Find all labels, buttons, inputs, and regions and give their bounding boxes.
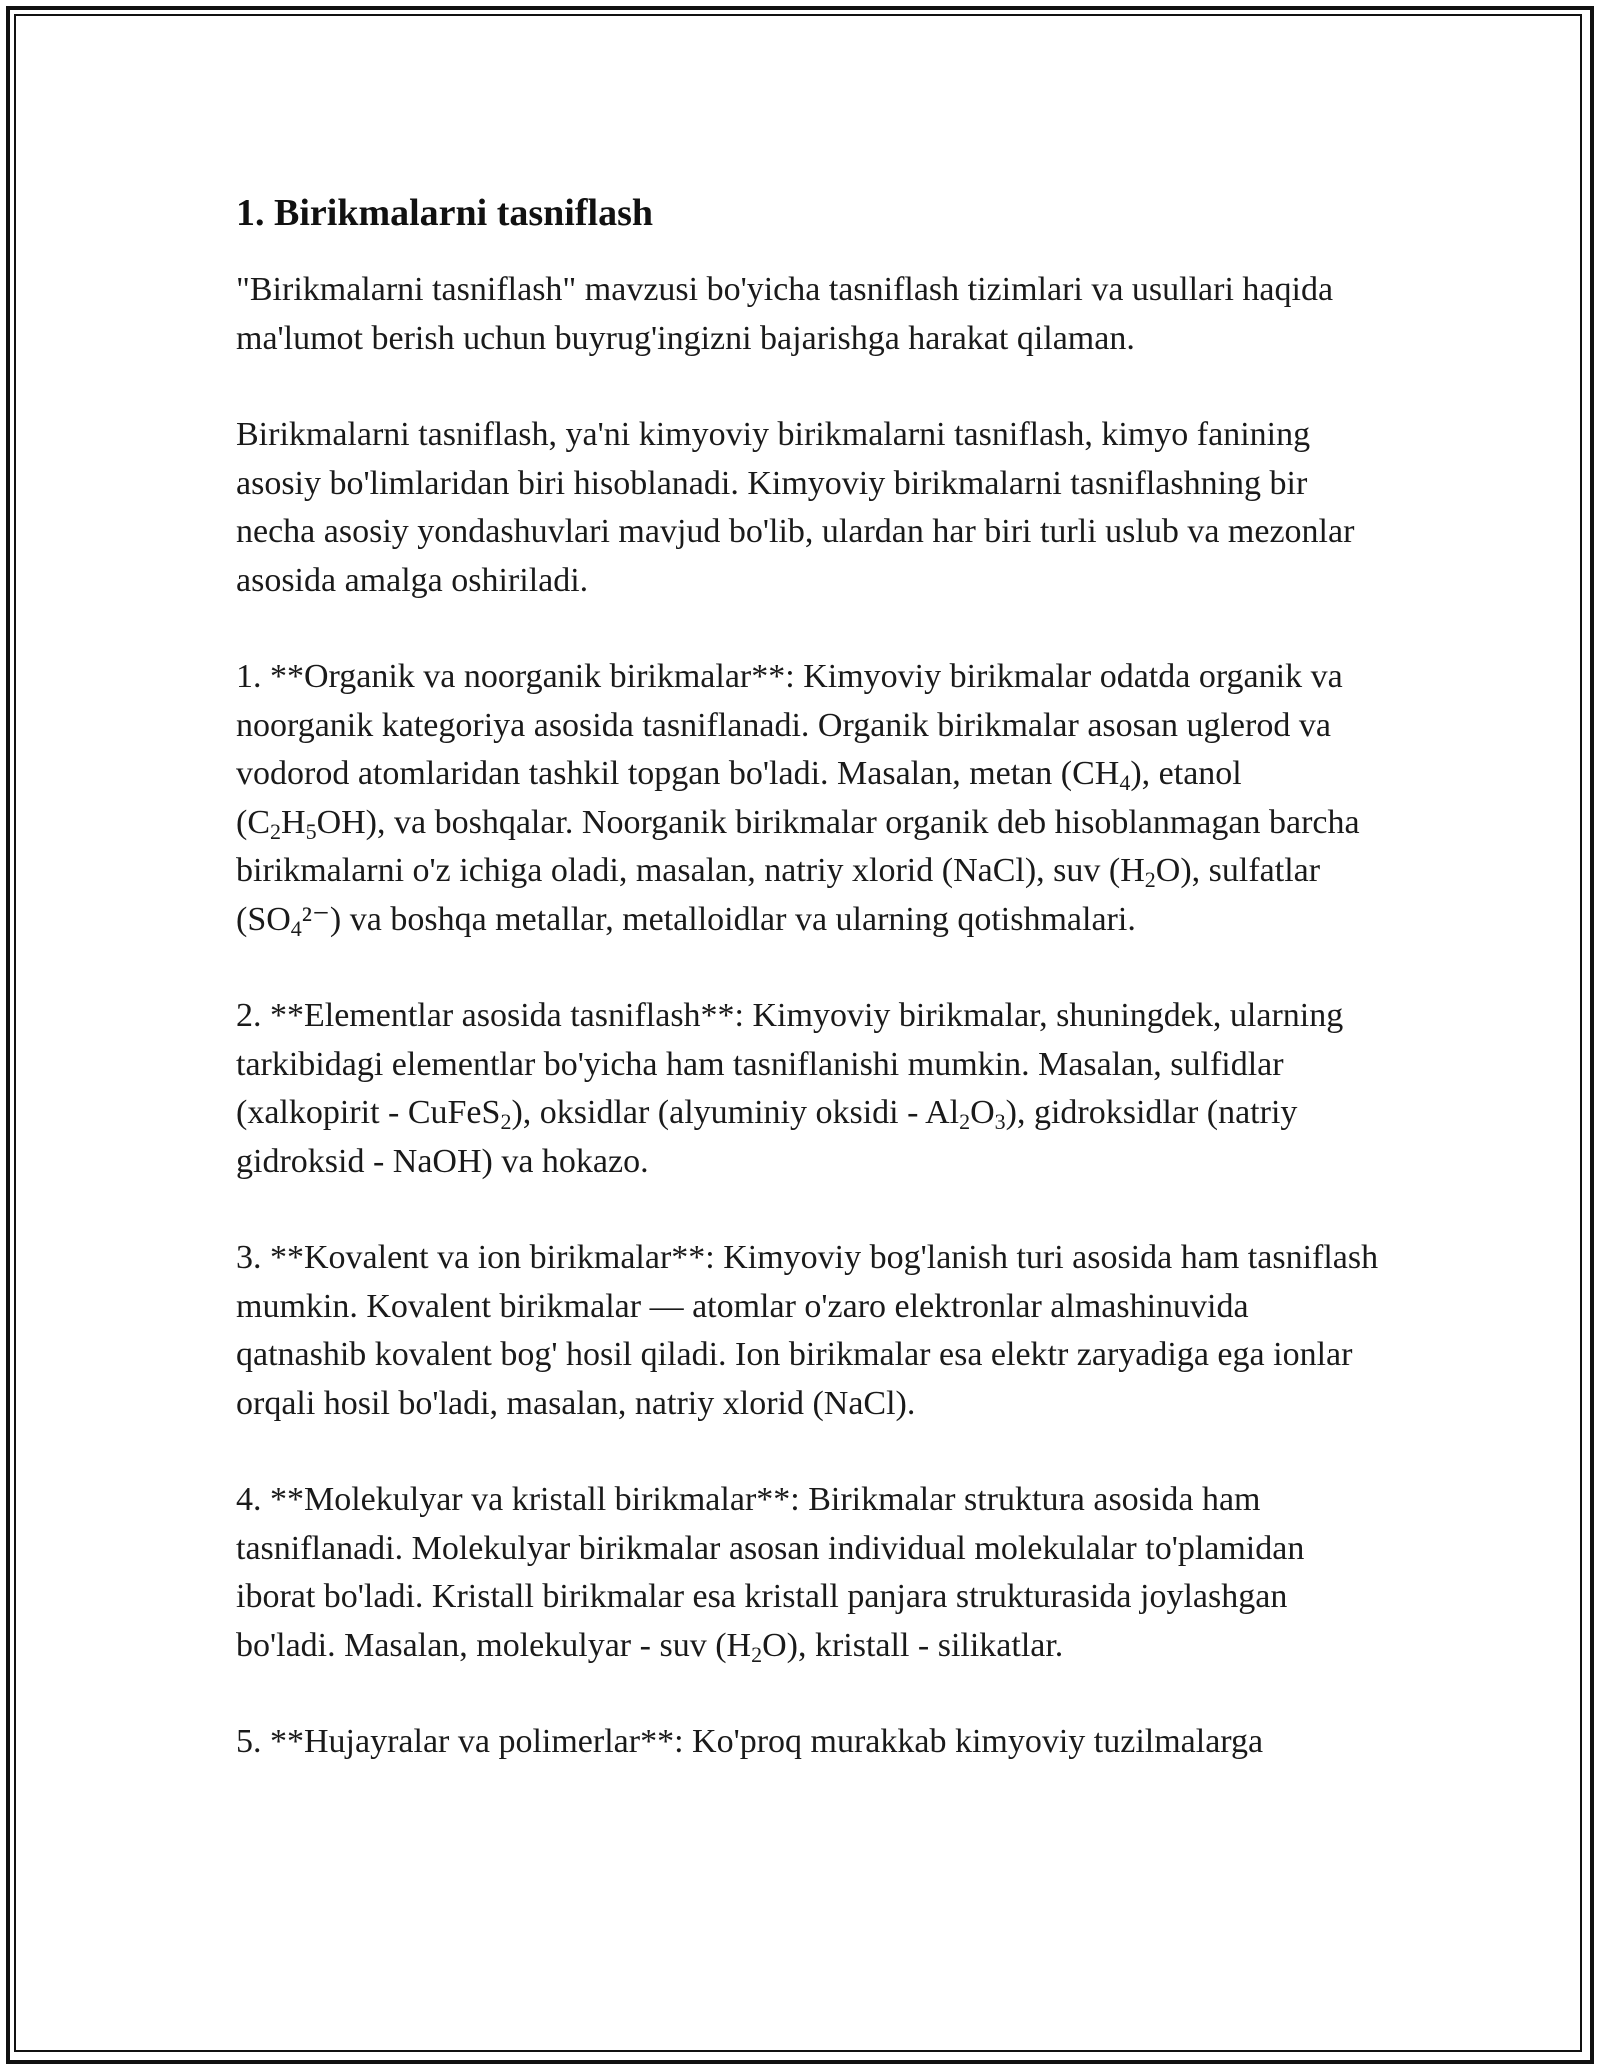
document-body <box>236 186 1381 1815</box>
intro-paragraph: "Birikmalarni tasniflash" mavzusi bo'yicha tasniflash tizimlari va usullari haqida ma'lumot berish uchun buyrug'ingizni bajarishga harakat qilaman. <box>236 271 1334 357</box>
document-title: 1. Birikmalarni tasniflash <box>236 192 653 234</box>
list-item-elements: 2. **Elementlar asosida tasniflash**: Kimyoviy birikmalar, shuningdek, ularning tarkibidagi elementlar bo'yicha ham tasniflanishi mumkin. Masalan, sulfidlar (xalkopirit - CuFeS$_2$), oksidlar (alyuminiy oksidi - $Al_2O_3$), gidroksidlar (natriy gidroksid - NaOH) va hokazo. <box>236 997 1344 1180</box>
list-item-covalent-ionic: 3. **Kovalent va ion birikmalar**: Kimyoviy bog'lanish turi asosida ham tasniflash mumkin. Kovalent birikmalar — atomlar o'zaro elektronlar almashinuvida qatnashib kovalent bog' hosil qiladi. Ion birikmalar esa elektr zaryadiga ega ionlar orqali hosil bo'ladi, masalan, natriy xlorid (NaCl). <box>236 1239 1379 1422</box>
list-item-organic: 1. **Organik va noorganik birikmalar**: Kimyoviy birikmalar odatda organik va noorganik kategoriya asosida tasniflanadi. Organik birikmalar asosan uglerod va vodorod atomlaridan tashkil topgan bo'ladi. Masalan, metan $(CH_4)$, etanol $(C_2H_5OH)$, va boshqalar. Noorganik birikmalar organik deb hisoblanmagan barcha birikmalarni o'z ichiga oladi, masalan, natriy xlorid (NaCl), suv $(H_2O)$, sulfatlar $(SO_4^{2-})$ va boshqa metallar, metalloidlar va ularning qotishmalari. <box>236 658 1360 941</box>
list-item-molecular-crystal: 4. **Molekulyar va kristall birikmalar**: Birikmalar struktura asosida ham tasniflanadi. Molekulyar birikmalar asosan individual molekulalar to'plamidan iborat bo'ladi. Kristall birikmalar esa kristall panjara strukturasida joylashgan bo'ladi. Masalan, molekulyar - suv $(H_2O)$, kristall - silikatlar. <box>236 1481 1305 1667</box>
overview-paragraph: Birikmalarni tasniflash, ya'ni kimyoviy birikmalarni tasniflash, kimyo fanining asosiy bo'limlaridan biri hisoblanadi. Kimyoviy birikmalarni tasniflashning bir necha asosiy yondashuvlari mavjud bo'lib, ulardan har biri turli uslub va mezonlar asosida amalga oshiriladi. <box>236 416 1355 599</box>
list-item-cells-polymers: 5. **Hujayralar va polimerlar**: Ko'proq murakkab kimyoviy tuzilmalarga <box>236 1723 1264 1760</box>
